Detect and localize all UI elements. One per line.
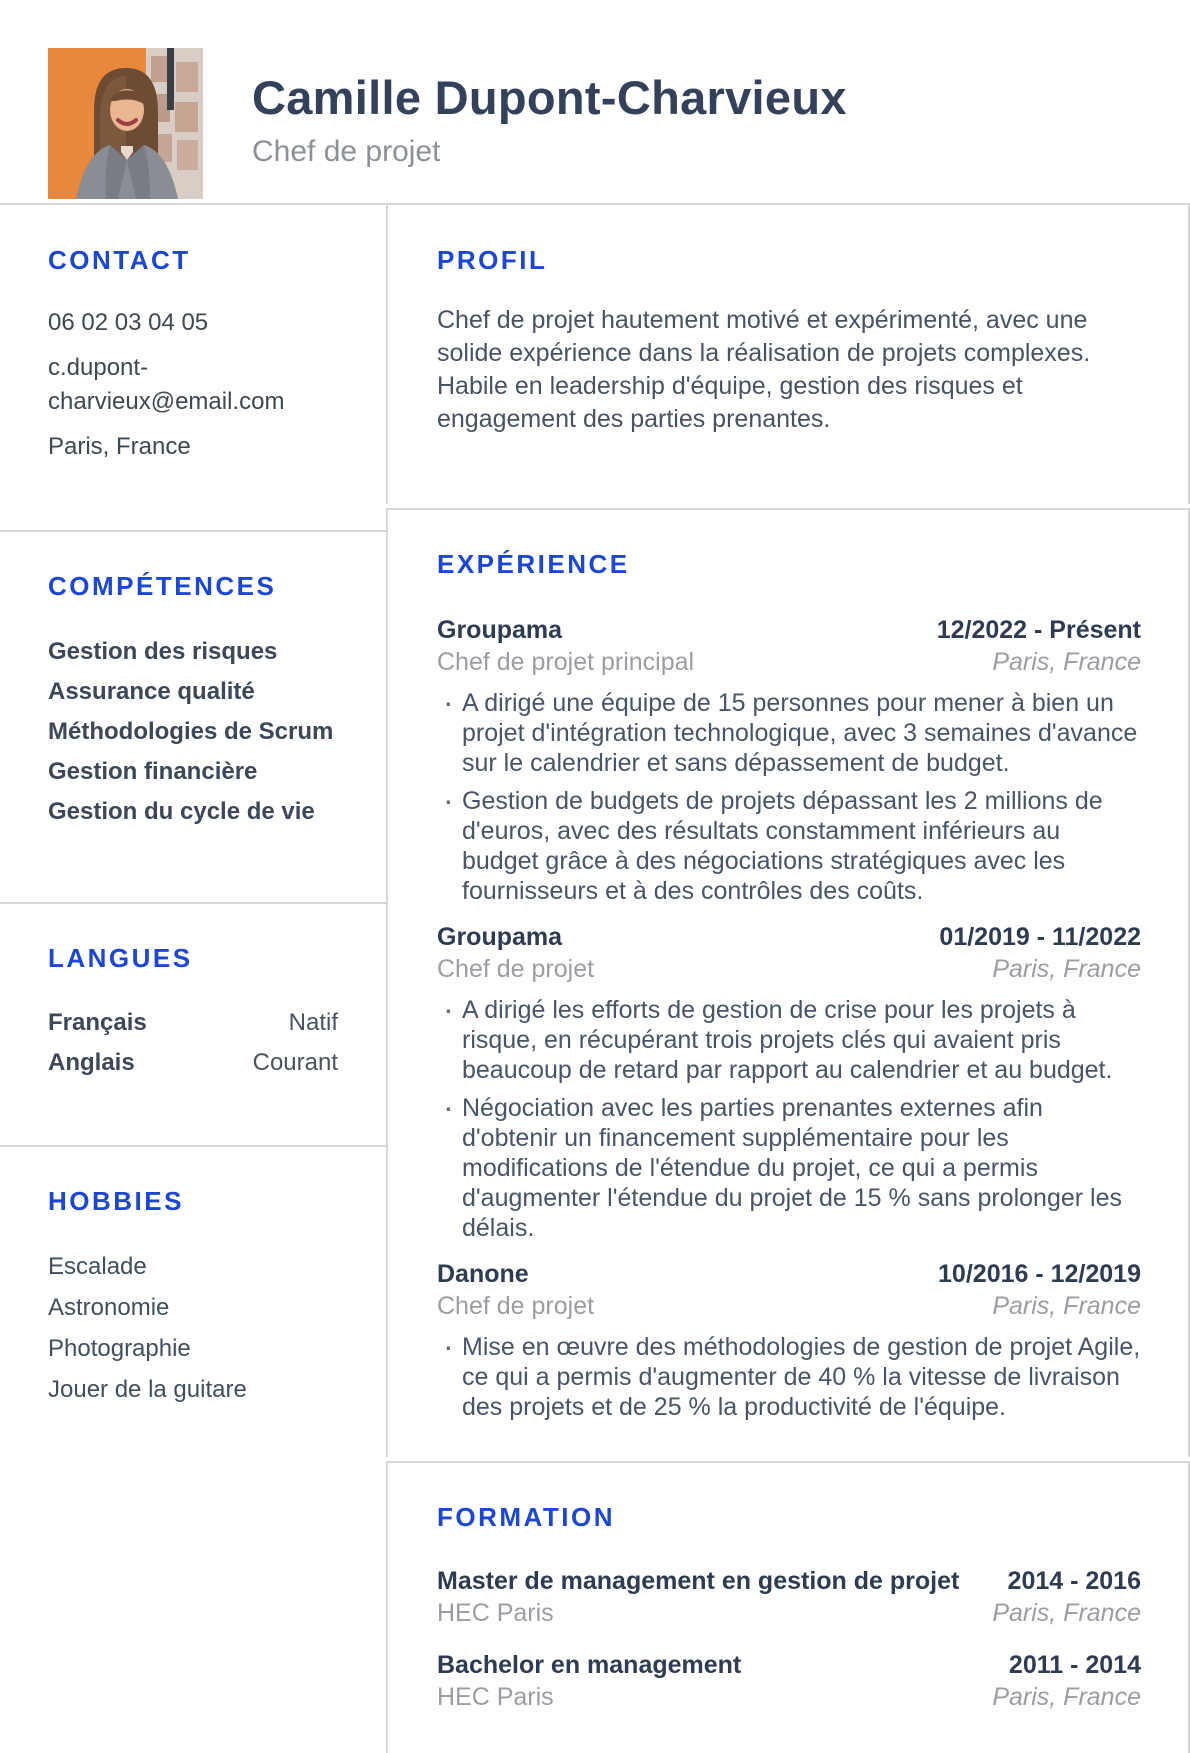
resume-header [0,0,1190,205]
experience-entry-header [437,614,1141,646]
language-level: Courant [252,1049,338,1076]
skill-item: Méthodologies de Scrum [48,718,334,745]
skill-list [48,640,338,824]
section-competences [0,530,386,902]
hobby-item: Astronomie [48,1294,170,1321]
school-location: Paris, France [992,1683,1141,1711]
school-location: Paris, France [992,1599,1141,1627]
content-columns [0,205,1190,1753]
education-dates: 2011 - 2014 [1008,1651,1141,1679]
degree-name: Master de management en gestion de projet [437,1567,960,1595]
achievement-list [437,1332,1141,1422]
identity-block [252,71,847,168]
bullet-item: · A dirigé les efforts de gestion de crise pour les projets à risque, en récupérant trois projets clés qui avaient pris beaucoup de retard par rapport au calendrier et au budget. [462,995,1141,1085]
candidate-name: Camille Dupont-Charvieux [252,71,847,124]
education-entry [437,1649,1141,1713]
skill-item: Gestion du cycle de vie [48,798,315,825]
company-name: Groupama [437,616,563,644]
bullet-item: · Gestion de budgets de projets dépassant les 2 millions de d'euros, avec des résultats constamment inférieurs au budget grâce à des négociations stratégiques avec les fournisseurs et à des contrôles des coûts. [462,786,1141,906]
section-profil [386,205,1190,504]
education-entry-subheader [437,1681,1141,1713]
skill-item: Gestion des risques [48,638,278,665]
language-level: Natif [288,1009,338,1036]
hobby-item: Jouer de la guitare [48,1376,247,1403]
section-langues [0,902,386,1145]
experience-entry-subheader [437,646,1141,678]
experience-entry [437,1258,1141,1422]
experience-entry-header [437,921,1141,953]
language-row [48,1051,338,1075]
achievement-list [437,995,1141,1243]
job-location: Paris, France [992,648,1141,676]
main-column [386,205,1190,1753]
employment-dates: 12/2022 - Présent [936,616,1141,644]
experience-entry-subheader [437,953,1141,985]
section-formation [386,1461,1190,1753]
contact-phone: 06 02 03 04 05 [48,309,209,336]
job-role: Chef de projet principal [437,648,695,676]
job-location: Paris, France [992,955,1141,983]
school-name: HEC Paris [437,1683,554,1711]
education-entry-subheader [437,1597,1141,1629]
contact-email: c.dupont-charvieux@email.com [48,354,285,415]
school-name: HEC Paris [437,1599,554,1627]
hobby-item: Photographie [48,1335,191,1362]
candidate-job-title: Chef de projet [252,135,441,168]
experience-heading: EXPÉRIENCE [437,549,630,579]
experience-entry [437,921,1141,1243]
formation-heading: FORMATION [437,1502,615,1532]
section-contact [0,205,386,530]
employment-dates: 01/2019 - 11/2022 [939,923,1141,951]
bullet-item: · Mise en œuvre des méthodologies de gestion de projet Agile, ce qui a permis d'augmenter de 40 % la vitesse de livraison des projets et de 25 % la productivité de l'équipe. [462,1332,1141,1422]
education-dates: 2014 - 2016 [1007,1567,1141,1595]
education-entry-header [437,1649,1141,1681]
hobby-item: Escalade [48,1253,147,1280]
section-hobbies [0,1145,386,1449]
experience-entry-subheader [437,1290,1141,1322]
profile-summary: Chef de projet hautement motivé et expérimenté, avec une solide expérience dans la réalisation de projets complexes. Habile en leadership d'équipe, gestion des risques et engagement des parties prenantes. [437,306,1091,433]
skill-item: Gestion financière [48,758,258,785]
experience-entry [437,614,1141,906]
language-list [48,1011,338,1075]
langues-heading: LANGUES [48,943,193,973]
bullet-item: · Négociation avec les parties prenantes externes afin d'obtenir un financement supplémentaire pour les modifications de l'étendue du projet, ce qui a permis d'augmenter l'étendue du projet de 15 % sans prolonger les délais. [462,1093,1141,1243]
job-role: Chef de projet [437,1292,595,1320]
education-entry [437,1565,1141,1629]
language-row [48,1011,338,1035]
education-entry-header [437,1565,1141,1597]
profil-heading: PROFIL [437,245,548,275]
company-name: Groupama [437,923,563,951]
company-name: Danone [437,1260,529,1288]
language-name: Français [48,1009,147,1036]
section-experience [386,508,1190,1457]
contact-location: Paris, France [48,433,191,460]
hobby-list [48,1255,338,1402]
degree-name: Bachelor en management [437,1651,742,1679]
competences-heading: COMPÉTENCES [48,571,277,601]
language-name: Anglais [48,1049,135,1076]
profile-photo-illustration [48,48,203,199]
job-location: Paris, France [992,1292,1141,1320]
bullet-item: · A dirigé une équipe de 15 personnes pour mener à bien un projet d'intégration technologique, avec 3 semaines d'avance sur le calendrier et sans dépassement de budget. [462,688,1141,778]
employment-dates: 10/2016 - 12/2019 [938,1260,1141,1288]
sidebar [0,205,386,1449]
profile-photo [48,48,203,199]
skill-item: Assurance qualité [48,678,255,705]
education-list [437,1565,1141,1713]
experience-entry-header [437,1258,1141,1290]
hobbies-heading: HOBBIES [48,1186,184,1216]
achievement-list [437,688,1141,906]
contact-list [48,306,338,464]
contact-heading: CONTACT [48,245,191,275]
experience-list [437,614,1141,1422]
job-role: Chef de projet [437,955,595,983]
